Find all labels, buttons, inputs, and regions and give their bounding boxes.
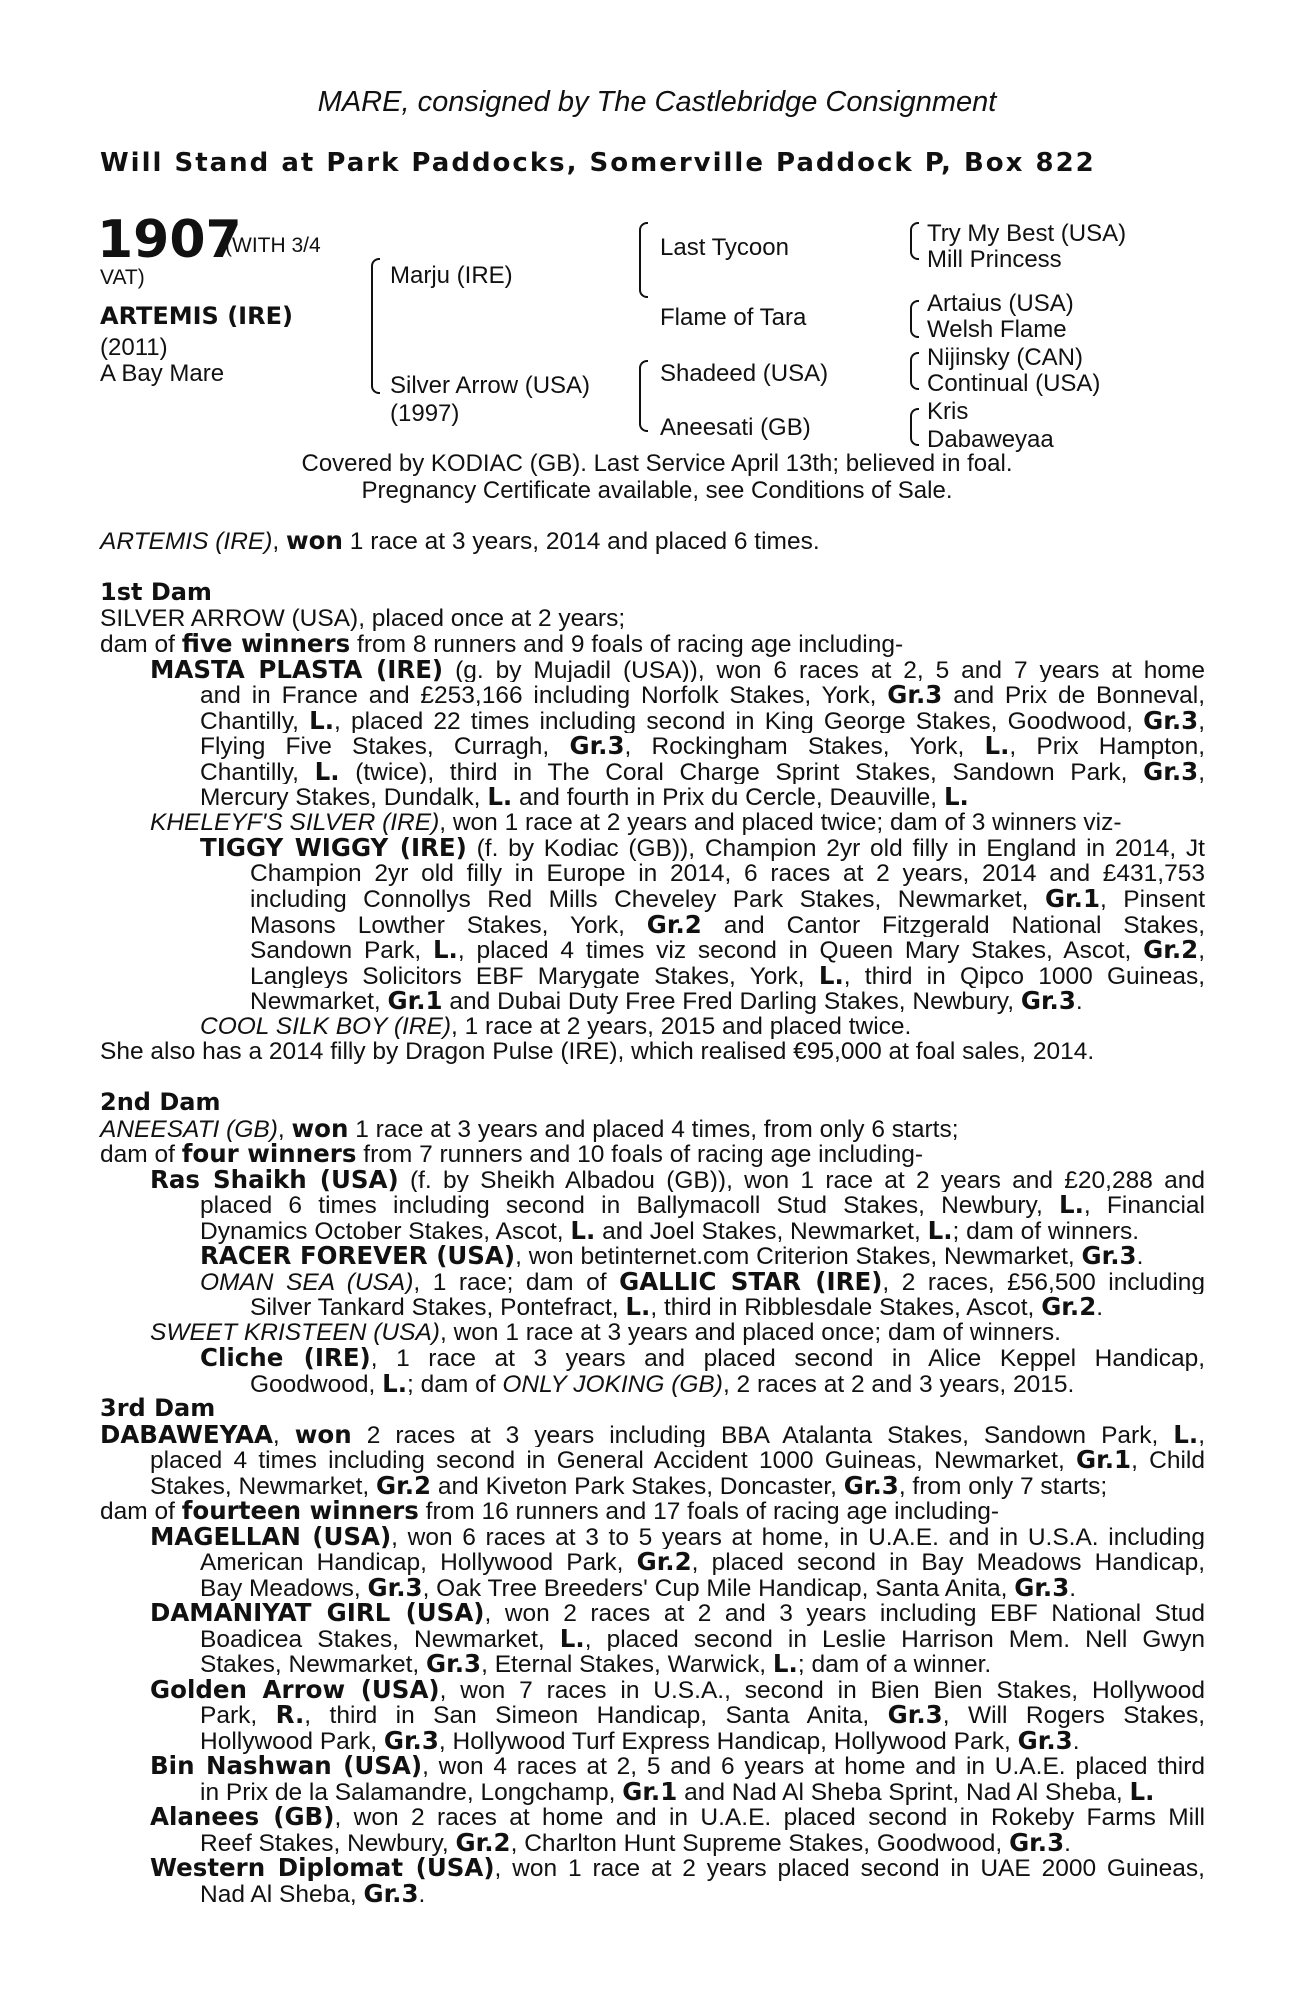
covered-note: Covered by KODIAC (GB). Last Service April 13th; believed in foal.: [301, 450, 1013, 477]
pedigree-sire: Marju (IRE): [390, 262, 513, 289]
lot-year: (2011): [100, 334, 168, 361]
third-dam-section: [100, 1396, 1205, 1906]
cool-silk-boy: COOL SILK BOY (IRE), 1 race at 2 years, 2015 and placed twice.: [200, 1012, 912, 1040]
ras-shaikh-line1: Ras Shaikh (USA) (f. by Sheikh Albadou (GB)), won 1 race at 2 years and £20,288 and: [150, 1166, 1205, 1192]
pedigree-dsd: Continual (USA): [927, 370, 1101, 397]
golden-arrow-line1: Golden Arrow (USA), won 7 races in U.S.A., second in Bien Bien Stakes, Hollywood: [150, 1676, 1205, 1702]
pedigree-brace-1: [371, 258, 380, 394]
pedigree-dam: Silver Arrow (USA): [390, 372, 591, 399]
bin-nashwan-line2: in Prix de la Salamandre, Longchamp, Gr.1 and Nad Al Sheba Sprint, Nad Al Sheba, L.: [200, 1776, 1155, 1806]
second-dam-produce: dam of four winners from 7 runners and 10 foals of racing age including-: [100, 1139, 924, 1168]
lot-number: [97, 210, 242, 270]
tiggy-wiggy-line2: Champion 2yr old filly in Europe in 2014, 6 races at 2 years, 2014 and £431,753: [250, 860, 1205, 886]
vat-note-b: VAT): [100, 266, 145, 289]
damaniyat-girl-line3: Stakes, Newmarket, Gr.3, Eternal Stakes, Warwick, L.; dam of a winner.: [200, 1649, 992, 1678]
page-title: MARE, consigned by The Castlebridge Consignment: [317, 86, 997, 118]
damaniyat-girl-line2: Boadicea Stakes, Newmarket, L., placed second in Leslie Harrison Mem. Nell Gwyn: [200, 1625, 1205, 1651]
pedigree-sdd: Welsh Flame: [927, 316, 1067, 343]
first-dam-produce: dam of five winners from 8 runners and 9 foals of racing age including-: [100, 629, 904, 658]
pedigree-dam-sire: Shadeed (USA): [660, 360, 829, 387]
masta-plasta-line5: Chantilly, L. (twice), third in The Coral Charge Sprint Stakes, Sandown Park, Gr.3,: [200, 758, 1205, 784]
artemis-record: ARTEMIS (IRE), won 1 race at 3 years, 2014 and placed 6 times.: [100, 526, 820, 555]
pedigree-dds: Kris: [927, 398, 969, 425]
masta-plasta-line4: Flying Five Stakes, Curragh, Gr.3, Rockingham Stakes, York, L., Prix Hampton,: [200, 733, 1205, 759]
kheleyfs-silver: KHELEYF'S SILVER (IRE), won 1 race at 2 years and placed twice; dam of 3 winners viz-: [150, 808, 1122, 836]
golden-arrow-line3: Hollywood Park, Gr.3, Hollywood Turf Express Handicap, Hollywood Park, Gr.3.: [200, 1725, 1080, 1755]
masta-plasta-line2: and in France and £253,166 including Norfolk Stakes, York, Gr.3 and Prix de Bonneval,: [200, 682, 1205, 708]
oman-sea-line1: OMAN SEA (USA), 1 race; dam of GALLIC STAR (IRE), 2 races, £56,500 including: [200, 1268, 1205, 1294]
pedigree-brace-5: [910, 300, 919, 338]
masta-plasta-line1: MASTA PLASTA (IRE) (g. by Mujadil (USA)), won 6 races at 2, 5 and 7 years at home: [150, 656, 1205, 682]
damaniyat-girl-line1: DAMANIYAT GIRL (USA), won 2 races at 2 and 3 years including EBF National Stud: [150, 1600, 1205, 1626]
western-diplomat-line1: Western Diplomat (USA), won 1 race at 2 years placed second in UAE 2000 Guineas,: [150, 1855, 1205, 1881]
first-dam-line: SILVER ARROW (USA), placed once at 2 years;: [100, 604, 626, 632]
pedigree-brace-6: [910, 352, 919, 390]
bin-nashwan-line1: Bin Nashwan (USA), won 4 races at 2, 5 and 6 years at home and in U.A.E. placed third: [150, 1753, 1205, 1779]
masta-plasta-line3: Chantilly, L., placed 22 times including second in King George Stakes, Goodwood, Gr.3,: [200, 707, 1205, 733]
pedigree-dss: Nijinsky (CAN): [927, 344, 1083, 371]
stand-location: Will Stand at Park Paddocks, Somerville Paddock P, Box 822: [100, 148, 1096, 178]
masta-plasta-line6: Mercury Stakes, Dundalk, L. and fourth in Prix du Cercle, Deauville, L.: [200, 782, 969, 811]
vat-note-a: (WITH 3/4: [225, 234, 321, 257]
second-dam-heading: 2nd Dam: [100, 1088, 221, 1116]
third-dam-line2: placed 4 times including second in General Accident 1000 Guineas, Newmarket, Gr.1, Child: [150, 1447, 1205, 1473]
third-dam-line3: Stakes, Newmarket, Gr.2 and Kiveton Park Stakes, Doncaster, Gr.3, from only 7 starts;: [150, 1470, 1108, 1500]
third-dam-produce: dam of fourteen winners from 16 runners and 17 foals of racing age including-: [100, 1496, 1000, 1525]
western-diplomat-line2: Nad Al Sheba, Gr.3.: [200, 1878, 426, 1908]
tiggy-wiggy-line6: Langleys Solicitors EBF Marygate Stakes, York, L., third in Qipco 1000 Guineas,: [250, 962, 1205, 988]
first-dam-section: [100, 580, 1205, 1065]
racer-forever: RACER FOREVER (USA), won betinternet.com Criterion Stakes, Newmarket, Gr.3.: [200, 1241, 1144, 1270]
pedigree-brace-7: [910, 408, 919, 446]
third-dam-line1: DABAWEYAA, won 2 races at 3 years including BBA Atalanta Stakes, Sandown Park, L.,: [100, 1421, 1205, 1447]
cliche-line2: Goodwood, L.; dam of ONLY JOKING (GB), 2 races at 2 and 3 years, 2015.: [250, 1368, 1075, 1398]
oman-sea-line2: Silver Tankard Stakes, Pontefract, L., third in Ribblesdale Stakes, Ascot, Gr.2.: [250, 1292, 1104, 1321]
pedigree-ddd: Dabaweyaa: [927, 426, 1054, 453]
pedigree-ssd: Mill Princess: [927, 246, 1062, 273]
lot-number-value: 1907: [97, 210, 242, 270]
magellan-line2: American Handicap, Hollywood Park, Gr.2, placed second in Bay Meadows Handicap,: [200, 1549, 1205, 1575]
sweet-kristeen: SWEET KRISTEEN (USA), won 1 race at 3 years and placed once; dam of winners.: [150, 1318, 1061, 1346]
ras-shaikh-line3: Dynamics October Stakes, Ascot, L. and Joel Stakes, Newmarket, L.; dam of winners.: [200, 1215, 1140, 1245]
ras-shaikh-line2: placed 6 times including second in Ballymacoll Stud Stakes, Newbury, L., Financial: [200, 1192, 1205, 1218]
tiggy-wiggy-line7: Newmarket, Gr.1 and Dubai Duty Free Fred Darling Stakes, Newbury, Gr.3.: [250, 986, 1083, 1015]
pedigree-sss: Try My Best (USA): [927, 220, 1127, 247]
pregnancy-note: Pregnancy Certificate available, see Conditions of Sale.: [361, 477, 953, 504]
lot-description: A Bay Mare: [100, 360, 225, 387]
pedigree-sire-dam: Flame of Tara: [660, 304, 807, 331]
tiggy-wiggy-line5: Sandown Park, L., placed 4 times viz second in Queen Mary Stakes, Ascot, Gr.2,: [250, 937, 1205, 963]
pedigree-sire-sire: Last Tycoon: [660, 234, 789, 261]
tiggy-wiggy-line4: Masons Lowther Stakes, York, Gr.2 and Cantor Fitzgerald National Stakes,: [250, 911, 1205, 937]
alanees-line2: Reef Stakes, Newbury, Gr.2, Charlton Hunt Supreme Stakes, Goodwood, Gr.3.: [200, 1827, 1071, 1857]
third-dam-heading: 3rd Dam: [100, 1394, 216, 1422]
tiggy-wiggy-line3: including Connollys Red Mills Cheveley Park Stakes, Newmarket, Gr.1, Pinsent: [250, 886, 1205, 912]
alanees-line1: Alanees (GB), won 2 races at home and in U.A.E. placed second in Rokeby Farms Mill: [150, 1804, 1205, 1830]
lot-name: ARTEMIS (IRE): [100, 302, 293, 330]
pedigree-dam-dam: Aneesati (GB): [660, 414, 811, 441]
first-dam-heading: 1st Dam: [100, 578, 212, 606]
second-dam-line: ANEESATI (GB), won 1 race at 3 years and placed 4 times, from only 6 starts;: [100, 1113, 959, 1143]
magellan-line1: MAGELLAN (USA), won 6 races at 3 to 5 years at home, in U.A.E. and in U.S.A. including: [150, 1523, 1205, 1549]
magellan-line3: Bay Meadows, Gr.3, Oak Tree Breeders' Cup Mile Handicap, Santa Anita, Gr.3.: [200, 1572, 1077, 1602]
golden-arrow-line2: Park, R., third in San Simeon Handicap, Santa Anita, Gr.3, Will Rogers Stakes,: [200, 1702, 1205, 1728]
tiggy-wiggy-line1: TIGGY WIGGY (IRE) (f. by Kodiac (GB)), Champion 2yr old filly in England in 2014, Jt: [200, 835, 1205, 861]
pedigree-sds: Artaius (USA): [927, 290, 1074, 317]
second-dam-section: [100, 1090, 1205, 1396]
pedigree-brace-3: [639, 360, 648, 432]
pedigree-brace-2: [639, 222, 648, 298]
cliche-line1: Cliche (IRE), 1 race at 3 years and placed second in Alice Keppel Handicap,: [200, 1345, 1205, 1371]
also-filly-note: She also has a 2014 filly by Dragon Pulse (IRE), which realised €95,000 at foal sales, 2014.: [100, 1038, 1095, 1065]
pedigree-brace-4: [910, 222, 919, 260]
pedigree-dam-year: (1997): [390, 400, 460, 427]
race-record: [100, 528, 1205, 554]
